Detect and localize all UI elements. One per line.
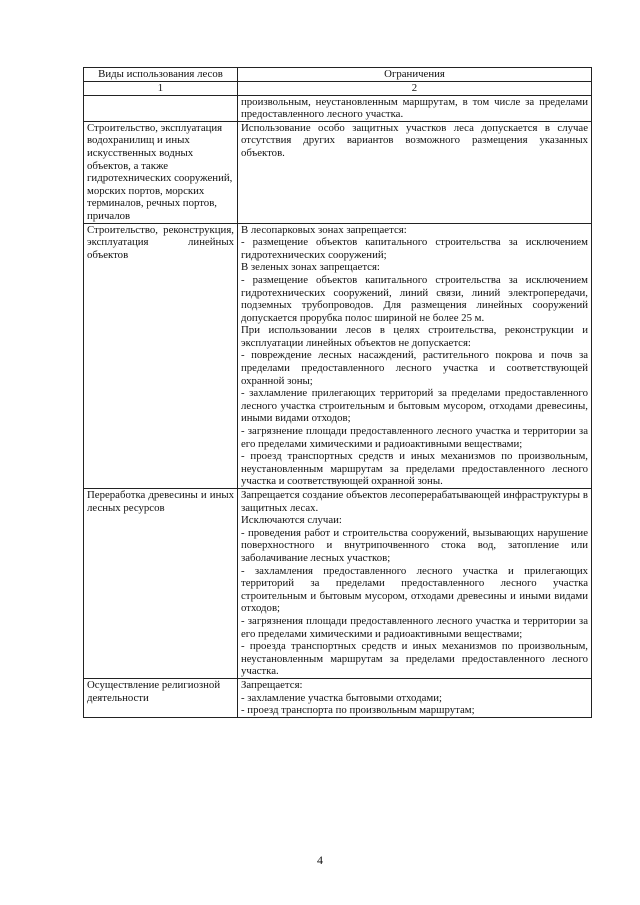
table-row (84, 678, 592, 717)
usage-type-text: Осуществление религиозной деятельности (87, 678, 221, 704)
usage-type-cell (84, 95, 238, 121)
usage-type-cell (84, 223, 238, 488)
column-number-2: 2 (238, 82, 592, 96)
restriction-paragraph: Использование особо защитных участков леса допускается в случае отсутствия других вариантов возможного размещения указанных объектов. (241, 121, 588, 159)
restriction-paragraph: Запрещается создание объектов лесоперерабатывающей инфраструктуры в защитных лесах. (241, 489, 588, 514)
restriction-paragraph: - проезд транспортных средств и иных механизмов по произвольным, неустановленным маршрутам за пределами предоставленного лесного участка и соответствующей охранной зоны. (241, 450, 588, 488)
restriction-paragraph: - размещение объектов капитального строительства за исключением гидротехнических сооружений; (241, 236, 588, 261)
restriction-paragraph: - размещение объектов капитального строительства за исключением гидротехнических сооружений, линий связи, линий электропередачи, подземных трубопроводов. Для размещения линейных сооружений допускается прорубка полос шириной не более 25 м. (241, 273, 588, 324)
restriction-paragraph: - проведения работ и строительства сооружений, вызывающих нарушение поверхностного и внутрипочвенного стока вод, затопление или заболачивание лесных участков; (241, 526, 588, 564)
restriction-paragraph: - загрязнение площади предоставленного лесного участка и территории за его пределами химическими и радиоактивными веществами; (241, 425, 588, 450)
restriction-paragraph: В зеленых зонах запрещается: (241, 261, 380, 274)
page-number: 4 (317, 853, 323, 867)
table-row (84, 223, 592, 488)
restriction-cell (238, 223, 592, 488)
header-col-restrictions: Ограничения (238, 68, 592, 82)
restriction-paragraph: - захламление прилегающих территорий за пределами предоставленного лесного участка строительным и бытовым мусором, отходами древесины, иными видами отходов; (241, 387, 588, 425)
restriction-cell (238, 95, 592, 121)
column-number-row (84, 82, 592, 96)
restriction-cell (238, 121, 592, 223)
restriction-paragraph: - захламление участка бытовыми отходами; (241, 691, 443, 704)
restriction-cell (238, 678, 592, 717)
table-header-row (84, 68, 592, 82)
table-row (84, 95, 592, 121)
usage-type-text: Переработка древесины и иных лесных ресурсов (87, 489, 234, 514)
restrictions-table (83, 67, 592, 718)
restriction-paragraph: - загрязнения площади предоставленного лесного участка и территории за его пределами химическими и радиоактивными веществами; (241, 614, 588, 640)
restriction-paragraph: - захламления предоставленного лесного участка и прилегающих территорий за пределами предоставленного лесного участка строительным и бытовым мусором, отходами древесины и иными видами отходов; (241, 564, 588, 615)
restriction-paragraph: произвольным, неустановленным маршрутам, в том числе за пределами предоставленного лесного участка. (241, 95, 588, 121)
restriction-paragraph: Запрещается: (241, 678, 303, 691)
usage-type-text: Строительство, эксплуатация водохранилищ и иных искусственных водных объектов, а также гидротехнических сооружений, морских портов, морских терминалов, речных портов, причалов (87, 121, 233, 222)
restriction-paragraph: В лесопарковых зонах запрещается: (241, 223, 407, 236)
usage-type-cell (84, 489, 238, 679)
restriction-paragraph: Исключаются случаи: (241, 514, 342, 527)
usage-type-text: Строительство, реконструкция, эксплуатация линейных объектов (87, 223, 234, 261)
column-number-1: 1 (84, 82, 238, 96)
restriction-paragraph: - повреждение лесных насаждений, растительного покрова и почв за пределами предоставленного лесного участка и соответствующей охранной зоны; (241, 349, 588, 387)
table-row (84, 121, 592, 223)
usage-type-cell (84, 121, 238, 223)
restriction-paragraph: - проезда транспортных средств и иных механизмов по произвольным, неустановленным маршрутам за пределами предоставленного лесного участка. (241, 640, 588, 678)
restriction-paragraph: При использовании лесов в целях строительства, реконструкции и эксплуатации линейных объектов не допускается: (241, 324, 588, 349)
table-row (84, 489, 592, 679)
restriction-cell (238, 489, 592, 679)
restriction-paragraph: - проезд транспорта по произвольным маршрутам; (241, 704, 475, 717)
header-col-usage-types: Виды использования лесов (84, 68, 238, 82)
usage-type-cell (84, 678, 238, 717)
